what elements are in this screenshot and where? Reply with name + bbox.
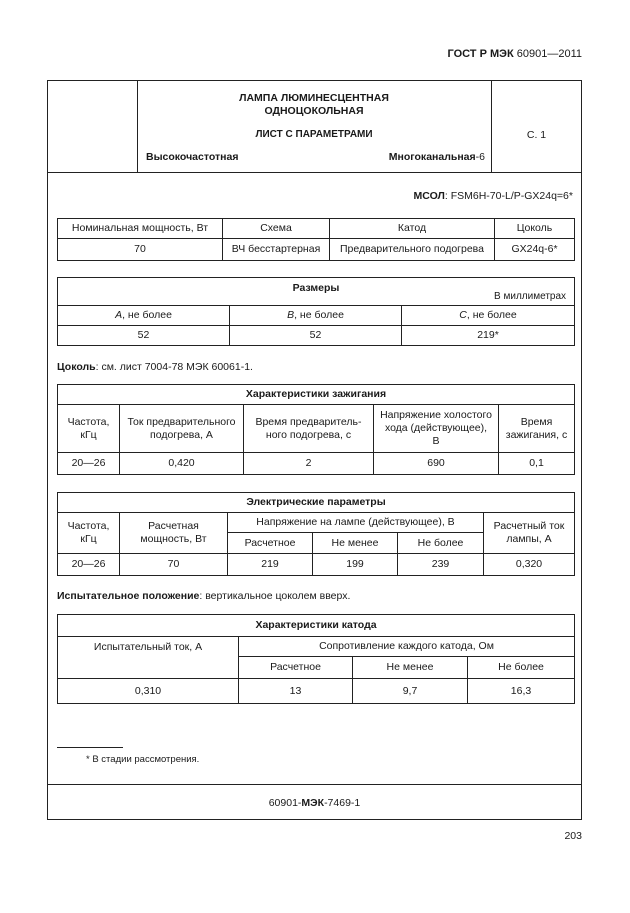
dim-c-letter: C [459,309,467,321]
h-line: Расчетная [148,520,199,532]
title-block-divider-right [491,80,492,172]
page-ref: С. 1 [526,129,547,141]
mcol-value: : FSM6H-70-L/P-GX24q=6* [444,190,573,202]
h-line: Испытательный ток, А [93,641,203,653]
h-line: В [432,435,440,447]
header-ign-frequency [58,405,120,453]
h-line: кГц [80,533,97,545]
h-line: зажигания, с [505,428,568,441]
value-dim-b: 52 [230,326,402,346]
dimensions-table [57,277,575,346]
header-el-v-max: Не более [398,533,484,554]
value-scheme: ВЧ бесстартерная [223,239,330,261]
value-cat-r-min: 9,7 [353,679,468,704]
page-number: 203 [564,830,582,842]
sheet-code [47,797,582,809]
sheet-code-suffix: -7469-1 [324,797,361,809]
h-line: подогрева, А [150,428,213,441]
header-el-voltage: Напряжение на лампе (действующее), В [228,513,484,533]
value-el-frequency: 20—26 [58,554,120,576]
header-ign-open-circuit-voltage [374,405,499,453]
dimensions-title: Размеры [292,282,340,294]
header-cat-test-current [58,637,239,679]
h-line: Частота, [67,520,110,532]
value-cat-r-max: 16,3 [468,679,575,704]
value-el-current: 0,320 [484,554,575,576]
value-ign-preheat-current: 0,420 [120,453,244,475]
footer-block-top [47,784,582,785]
value-cat-r-rated: 13 [239,679,353,704]
header-el-frequency [58,513,120,554]
mcol-label: МСОЛ [413,190,445,202]
page-header [420,48,582,60]
h-line: Ток предварительного [127,415,236,428]
h-line: Частота, [67,415,110,428]
value-ign-frequency: 20—26 [58,453,120,475]
high-frequency-label: Высокочастотная [146,151,239,163]
standard-prefix: ГОСТ Р МЭК [447,48,514,60]
h-line: мощность, Вт [140,533,207,545]
header-ign-preheat-time [244,405,374,453]
header-cat-r-max: Не более [468,657,575,679]
value-dim-c: 219* [402,326,575,346]
value-el-v-min: 199 [313,554,398,576]
test-position-note [57,590,350,602]
ignition-title: Характеристики зажигания [58,385,575,405]
lamp-title-line2: ОДНОЦОКОЛЬНАЯ [264,105,364,117]
electrical-table [57,492,575,576]
standard-number: 60901—2011 [516,48,582,60]
multichannel-label [340,151,485,163]
multichannel-word: Многоканальная [388,151,476,163]
header-nominal-power: Номинальная мощность, Вт [58,219,223,239]
header-scheme: Схема [223,219,330,239]
value-el-power: 70 [120,554,228,576]
header-el-current [484,513,575,554]
multichannel-suffix: -6 [475,151,485,163]
header-dim-b [230,306,402,326]
base-note-label: Цоколь [57,361,96,373]
base-note [57,361,253,373]
header-el-v-rated: Расчетное [228,533,313,554]
test-position-label: Испытательное положение [57,590,200,602]
value-ign-preheat-time: 2 [244,453,374,475]
title-block-bottom [47,172,582,173]
cathode-title: Характеристики катода [58,615,575,637]
sheet-type: ЛИСТ С ПАРАМЕТРАМИ [255,129,373,140]
value-cat-test-current: 0,310 [58,679,239,704]
base-note-text: : см. лист 7004-78 МЭК 60061-1. [95,361,253,373]
header-cat-r-min: Не менее [353,657,468,679]
header-ign-time [499,405,575,453]
header-cat-r-rated: Расчетное [239,657,353,679]
footnote: * В стадии рассмотрения. [86,754,200,765]
sheet-code-bold: МЭК [301,797,325,809]
value-el-v-max: 239 [398,554,484,576]
h-line: хода (действующее), [384,422,488,434]
value-base: GX24q-6* [495,239,575,261]
electrical-title: Электрические параметры [58,493,575,513]
mcol-designation [300,190,573,202]
basic-parameters-table [57,218,575,261]
sheet-code-prefix: 60901- [268,797,302,809]
lamp-title [137,92,491,118]
header-base: Цоколь [495,219,575,239]
cathode-table [57,614,575,704]
dimensions-unit: В миллиметрах [494,291,567,302]
footnote-rule [57,747,123,748]
header-el-v-min: Не менее [313,533,398,554]
value-el-v-rated: 219 [228,554,313,576]
h-line: лампы, А [506,533,552,545]
h-line: Время [520,415,553,428]
dim-c-rest: , не более [466,309,517,321]
h-line: кГц [80,428,97,441]
dimensions-title-cell [58,278,575,306]
header-cathode: Катод [330,219,495,239]
header-ign-preheat-current [120,405,244,453]
h-line: ного подогрева, с [265,428,352,441]
h-line: Напряжение холостого [380,409,492,421]
header-cat-resistance: Сопротивление каждого катода, Ом [239,637,575,657]
dim-a-rest: , не более [122,309,172,321]
value-cathode: Предварительного подогрева [330,239,495,261]
ignition-table [57,384,575,475]
value-nominal-power: 70 [58,239,223,261]
h-line: Время предваритель- [255,415,362,428]
value-ign-time: 0,1 [499,453,575,475]
dim-b-letter: B [287,309,295,321]
lamp-title-line1: ЛАМПА ЛЮМИНЕСЦЕНТНАЯ [239,92,389,104]
value-ign-open-circuit-voltage: 690 [374,453,499,475]
value-dim-a: 52 [58,326,230,346]
test-position-text: : вертикальное цоколем вверх. [199,590,351,602]
dim-b-rest: , не более [294,309,344,321]
header-dim-a [58,306,230,326]
h-line: Расчетный ток [493,520,565,532]
dim-a-letter: A [115,309,123,321]
header-dim-c [402,306,575,326]
header-el-power [120,513,228,554]
